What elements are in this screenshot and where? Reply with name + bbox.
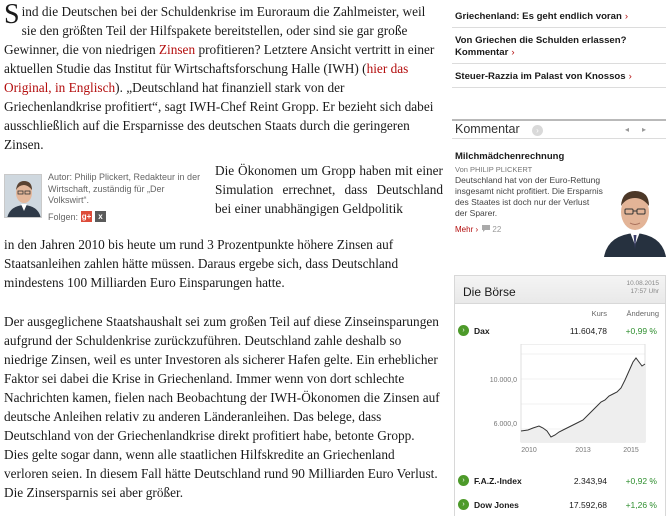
author-description: Autor: Philip Plickert, Redakteur in der Wirtschaft, zuständig für „Der Volkswirt“.: [48, 172, 201, 205]
expand-arrow-icon[interactable]: ›: [458, 475, 469, 486]
index-kurs: 17.592,68: [569, 500, 607, 510]
kommentar-author-photo[interactable]: [604, 179, 666, 257]
drop-cap: S: [4, 0, 20, 30]
index-name: F.A.Z.-Index: [474, 476, 522, 486]
kommentar-headline[interactable]: Milchmädchenrechnung: [455, 151, 565, 162]
expand-arrow-icon[interactable]: ›: [458, 325, 469, 336]
article-paragraph-2-start: Die Ökonomen um Gropp haben mit einer Simulation errechnet, dass Deutschland bei einer unabhängigen Geldpolitik: [215, 163, 443, 216]
kommentar-module: [452, 119, 666, 257]
y-tick-label: 10.000,0: [489, 377, 517, 384]
more-label: Mehr: [455, 225, 474, 234]
paragraph-text: ind die Deutschen bei der Schuldenkrise im Euroraum die Zahlmeister, weil sie den größten Teil der Hilfspakete bereitstellen, oder sind sie gar große Gewinner, die von niedrigen: [4, 4, 426, 57]
next-arrow-icon[interactable]: ▸: [642, 125, 647, 134]
related-link-item[interactable]: [452, 0, 666, 28]
arrow-right-icon[interactable]: ›: [532, 125, 543, 136]
x-tick-label: 2015: [623, 447, 639, 454]
related-links: [452, 0, 666, 88]
kommentar-byline: Von PHILIP PLICKERT: [455, 165, 533, 174]
kommentar-teaser: Deutschland hat von der Euro-Rettung insgesamt nicht profitiert. Die Ersparnis des Staates ist doch nur der Verlust der Sparer.: [455, 175, 603, 218]
zinsen-link[interactable]: Zinsen: [158, 42, 196, 57]
author-follow: [48, 211, 106, 222]
x-tick-label: 2013: [575, 447, 591, 454]
paragraph-text: profitieren? Letztere Ansicht vertritt in einer aktuellen Studie das Institut für Wirtschaftsforschung Halle (IWH) (: [4, 42, 435, 76]
index-change: +0,99 %: [625, 326, 657, 336]
article-paragraph-2-end: in den Jahren 2010 bis heute um rund 3 Prozentpunkte höhere Zinsen auf Staatsanleihen zahlen hätte müssen. Daraus ergebe sich, dass Deutschland mindestens 100 Milliarden Euro Einsparungen hatte.: [4, 237, 399, 290]
index-kurs: 2.343,94: [573, 476, 607, 486]
comment-count[interactable]: [482, 225, 501, 234]
original-study-link[interactable]: hier das Original, in Englisch: [4, 61, 409, 95]
kommentar-title[interactable]: Kommentar: [455, 122, 520, 136]
col-change: Änderung: [626, 309, 659, 318]
comment-count-value: 22: [492, 225, 502, 234]
comment-icon: [482, 225, 490, 232]
x-tick-label: 2010: [521, 447, 537, 454]
kommentar-header: [452, 119, 666, 139]
author-portrait-icon: [5, 175, 42, 218]
dax-line-chart: [473, 344, 661, 456]
boerse-date: 10.08.2015: [626, 280, 659, 287]
article-paragraph-1: [4, 2, 440, 154]
index-name: Dow Jones: [474, 500, 519, 510]
boerse-header: [455, 276, 665, 304]
related-link-label: Von Griechen die Schulden erlassen? Kommentar: [455, 35, 627, 58]
index-name: Dax: [474, 326, 490, 336]
chevron-right-icon: ›: [624, 11, 629, 22]
index-row[interactable]: [455, 497, 665, 513]
related-link-item[interactable]: [452, 64, 666, 88]
index-row[interactable]: [455, 473, 665, 489]
more-link[interactable]: [455, 225, 478, 234]
chevron-right-icon: ›: [628, 71, 632, 82]
index-change: +1,26 %: [625, 500, 657, 510]
index-kurs: 11.604,78: [569, 326, 607, 336]
article-paragraph-3: Der ausgeglichene Staatshaushalt sei zum großen Teil auf diese Zinseinsparungen aufgrund der Schuldenkrise zurückzuführen. Deutschland zahle deshalb so niedrige Zinsen, weil es unter Investoren als sicherer Hafen gelte. Ein erheblicher Faktor sei dabei die Krise in Griechenland. Immer wenn von dort schlechte Nachrichten kamen, fielen nach Beobachtung der IWH-Ökonomen die Zinsen auf deutsche Anleihen relativ zu anderen Länderanleihen. Das belege, dass Deutschland von der Griechenlandkrise direkt profitiert habe, betonte Gropp. Dies gelte sogar dann, wenn alle staatlichen Hilfskredite an Griechenland verloren seien. In diesem Fall hätte Deutschland rund 90 Milliarden Euro Verlust. Die Zinsersparnis sei aber größer.: [4, 314, 440, 500]
kommentar-more: [455, 225, 501, 234]
related-link-label: Steuer-Razzia im Palast von Knossos: [455, 71, 626, 82]
author-avatar: [4, 174, 42, 218]
y-tick-label: 6.000,0: [493, 421, 517, 428]
related-link-label: Griechenland: Es geht endlich voran: [455, 11, 622, 22]
author-box: [4, 170, 210, 232]
dax-chart[interactable]: [473, 344, 661, 456]
author-portrait-icon: [604, 179, 666, 257]
boerse-time: 17:57 Uhr: [630, 288, 659, 295]
chevron-right-icon: ›: [511, 47, 515, 58]
kommentar-pager: [625, 125, 649, 134]
expand-arrow-icon[interactable]: ›: [458, 499, 469, 510]
index-change: +0,92 %: [625, 476, 657, 486]
xing-icon[interactable]: x: [95, 211, 106, 222]
boerse-title[interactable]: Die Börse: [463, 285, 516, 299]
paragraph-text: ). „Deutschland hat finanziell stark von der Griechenlandkrise profitiert“, sagt IWH-Chef Reint Gropp. Er bezieht sich dabei ausschließlich auf die Ersparnisse des deutschen Staats durch die geringeren Zinsen.: [4, 80, 434, 152]
col-kurs: Kurs: [591, 309, 607, 318]
google-plus-icon[interactable]: g+: [81, 212, 92, 221]
boerse-widget: [454, 275, 666, 516]
follow-label: Folgen:: [48, 211, 79, 222]
chevron-right-icon: ›: [475, 225, 479, 234]
related-link-item[interactable]: [452, 28, 666, 64]
prev-arrow-icon[interactable]: ◂: [625, 125, 630, 134]
sidebar: [452, 0, 670, 516]
index-row[interactable]: [455, 323, 665, 339]
article-body: [4, 0, 444, 516]
boerse-timestamp: [626, 280, 659, 296]
